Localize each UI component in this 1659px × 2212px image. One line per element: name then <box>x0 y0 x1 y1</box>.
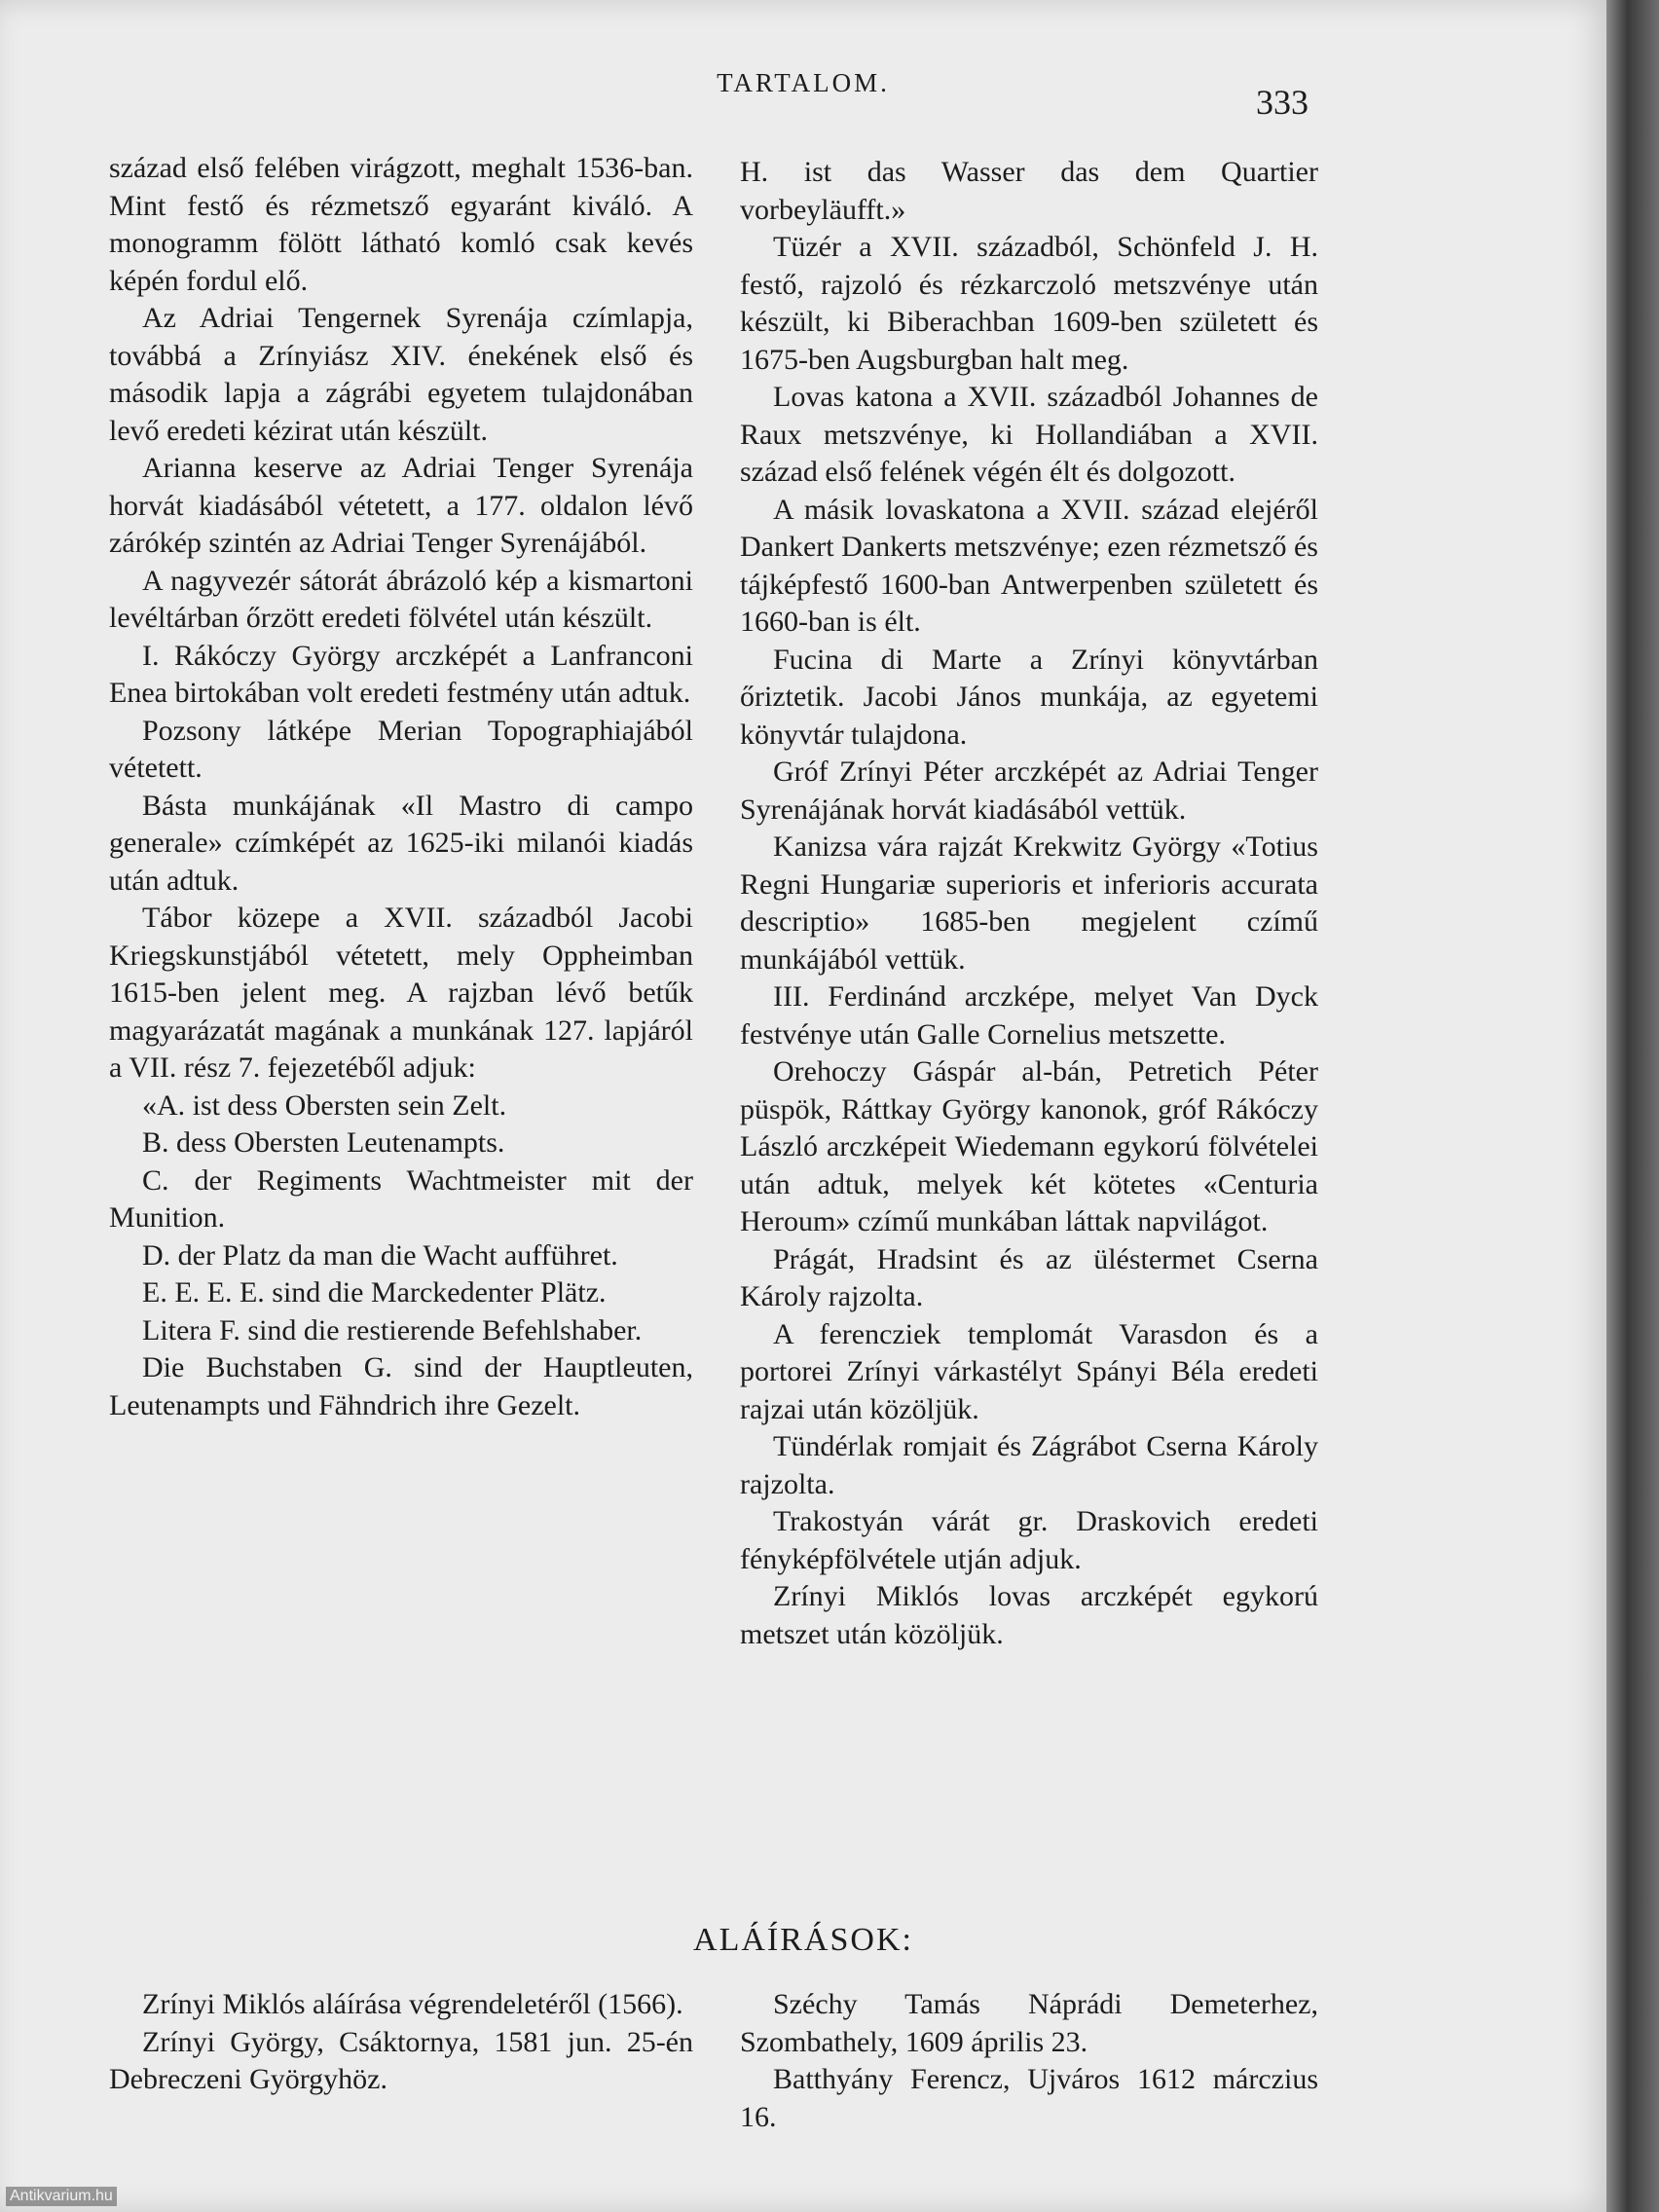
legend-entry: B. dess Obersten Leutenampts. <box>142 1126 505 1159</box>
paragraph: Kanizsa vára rajzát Krekwitz György «Totius Regni Hungariæ superioris et inferioris accurata descriptio» 1685-ben megjelent czímű munkájából vettük. <box>740 830 1318 976</box>
paragraph: Básta munkájának «Il Mastro di campo generale» czímképét az 1625-iki milanói kiadás után adtuk. <box>109 789 693 897</box>
right-text-column <box>740 154 1318 1653</box>
signatures-left-column <box>109 1986 693 2099</box>
paragraph: A másik lovaskatona a XVII. század elejéről Dankert Dankerts metszvénye; ezen rézmetsző és tájképfestő 1600-ban Antwerpenben született és 1660-ban is élt. <box>740 493 1318 638</box>
left-text-column <box>109 150 693 1424</box>
legend-entry: E. E. E. E. sind die Marckedenter Plätz. <box>142 1276 607 1309</box>
signature-entry: Széchy Tamás Náprádi Demeterhez, Szombathely, 1609 április 23. <box>740 1988 1318 2058</box>
signature-entry: Batthyány Ferencz, Ujváros 1612 márczius 16. <box>740 2063 1318 2133</box>
paragraph: A nagyvezér sátorát ábrázoló kép a kismartoni levéltárban őrzött eredeti fölvétel után készült. <box>109 564 693 634</box>
signature-entry: Zrínyi György, Csáktornya, 1581 jun. 25-én Debreczeni Györgyhöz. <box>109 2025 693 2095</box>
legend-entry: «A. ist dess Obersten sein Zelt. <box>142 1088 507 1122</box>
signature-entry: Zrínyi Miklós aláírása végrendeletéről (1566). <box>142 1988 683 2020</box>
paragraph: I. Rákóczy György arczképét a Lanfranconi Enea birtokában volt eredeti festmény után adtuk. <box>109 639 693 709</box>
paragraph: Gróf Zrínyi Péter arczképét az Adriai Tenger Syrenájának horvát kiadásából vettük. <box>740 756 1318 826</box>
paragraph: Lovas katona a XVII. századból Johannes de Raux metszvénye, ki Hollandiában a XVII. század első felének végén élt és dolgozott. <box>740 381 1318 488</box>
paragraph: Fucina di Marte a Zrínyi könyvtárban őriztetik. Jacobi János munkája, az egyetemi könyvtár tulajdona. <box>740 643 1318 751</box>
paragraph: Prágát, Hradsint és az üléstermet Cserna Károly rajzolta. <box>740 1242 1318 1312</box>
legend-entry: H. ist das Wasser das dem Quartier vorbeyläufft.» <box>740 156 1318 226</box>
paragraph: A ferencziek templomát Varasdon és a portorei Zrínyi várkastélyt Spányi Béla eredeti rajzai után közöljük. <box>740 1317 1318 1425</box>
paragraph: III. Ferdinánd arczképe, melyet Van Dyck festvénye után Galle Cornelius metszette. <box>740 980 1318 1051</box>
paragraph: Tábor közepe a XVII. századból Jacobi Kriegskunstjából vétetett, mely Oppheimban 1615-ben jelent meg. A rajzban lévő betűk magyarázatát magának a munkának 127. lapjáról a VII. rész 7. fejezetéből adjuk: <box>109 902 693 1084</box>
paragraph: Tündérlak romjait és Zágrábot Cserna Károly rajzolta. <box>740 1430 1318 1500</box>
legend-entry: Die Buchstaben G. sind der Hauptleuten, Leutenampts und Fähndrich ihre Gezelt. <box>109 1351 693 1421</box>
paragraph: Orehoczy Gáspár al-bán, Petretich Péter püspök, Ráttkay György kanonok, gróf Rákóczy László arczképeit Wiedemann egykorú fölvételei után adtuk, melyek két kötetes «Centuria Heroum» czímű munkában láttak napvilágot. <box>740 1055 1318 1237</box>
paragraph: Pozsony látképe Merian Topographiajából vétetett. <box>109 714 693 784</box>
paragraph: Arianna keserve az Adriai Tenger Syrenája horvát kiadásából vétetett, a 177. oldalon lévő zárókép szintén az Adriai Tenger Syrenájából. <box>109 452 693 559</box>
page-number: 333 <box>1256 83 1309 122</box>
signatures-right-column <box>740 1986 1318 2136</box>
paragraph: Zrínyi Miklós lovas arczképét egykorú metszet után közöljük. <box>740 1580 1318 1650</box>
signatures-heading: ALÁÍRÁSOK: <box>693 1922 913 1958</box>
legend-entry: C. der Regiments Wachtmeister mit der Munition. <box>109 1163 693 1234</box>
paragraph: század első felében virágzott, meghalt 1536-ban. Mint festő és rézmetsző egyaránt kiváló. A monogramm fölött látható komló csak kevés képén fordul elő. <box>109 152 693 297</box>
legend-entry: D. der Platz da man die Wacht aufführet. <box>142 1238 618 1272</box>
legend-entry: Litera F. sind die restierende Befehlshaber. <box>142 1313 643 1346</box>
paragraph: Trakostyán várát gr. Draskovich eredeti fényképfölvétele utján adjuk. <box>740 1505 1318 1575</box>
book-binding-edge <box>1606 0 1659 2212</box>
running-head: TARTALOM. <box>717 68 890 97</box>
paragraph: Tüzér a XVII. századból, Schönfeld J. H. festő, rajzoló és rézkarczoló metszvénye után készült, ki Biberachban 1609-ben született és 1675-ben Augsburgban halt meg. <box>740 231 1318 376</box>
paragraph: Az Adriai Tengernek Syrenája czímlapja, továbbá a Zrínyiász XIV. énekének első és második lapja a zágrábi egyetem tulajdonában levő eredeti kézirat után készült. <box>109 302 693 447</box>
watermark: Antikvarium.hu <box>6 2187 117 2206</box>
